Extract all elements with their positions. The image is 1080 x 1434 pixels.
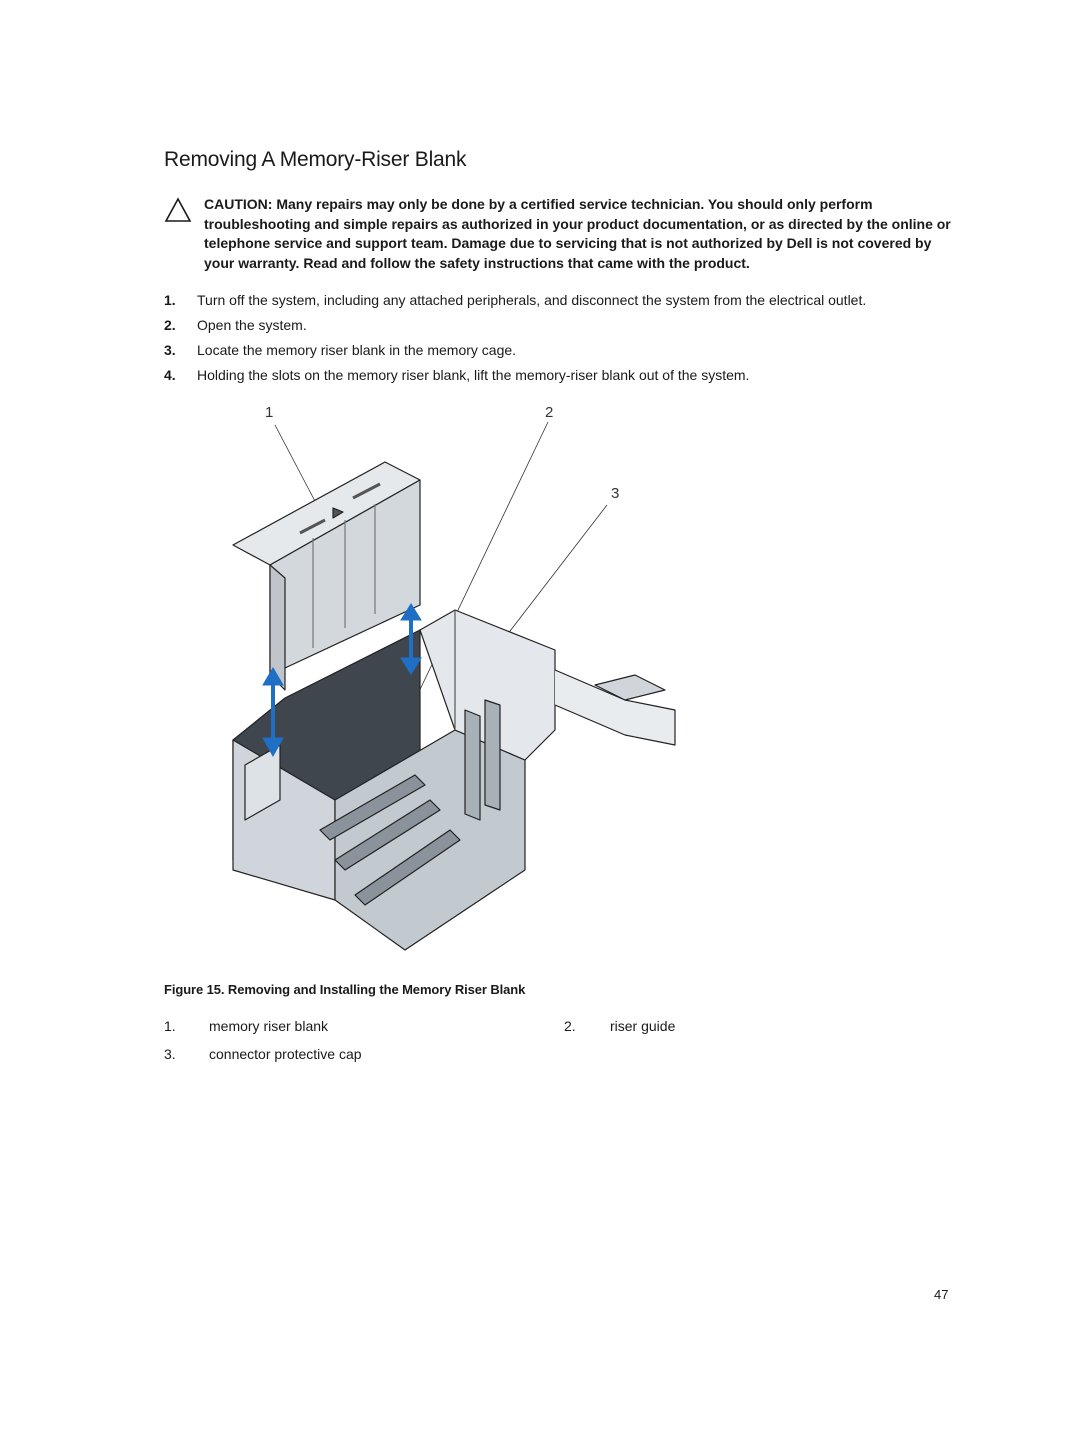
figure-legend <box>164 1018 704 1078</box>
figure-caption: Figure 15. Removing and Installing the Memory Riser Blank <box>164 982 526 997</box>
step-item <box>164 341 964 366</box>
step-number: 3. <box>164 342 176 358</box>
page-title: Removing A Memory-Riser Blank <box>164 148 467 171</box>
callout-3: 3 <box>611 485 620 502</box>
legend-label: riser guide <box>610 1018 676 1034</box>
step-number: 2. <box>164 317 176 333</box>
step-item <box>164 291 964 316</box>
legend-num: 3. <box>164 1046 176 1062</box>
step-item <box>164 316 964 341</box>
legend-num: 2. <box>564 1018 576 1034</box>
procedure-steps <box>164 291 964 391</box>
step-item <box>164 366 964 391</box>
legend-num: 1. <box>164 1018 176 1034</box>
step-number: 1. <box>164 292 176 308</box>
legend-label: memory riser blank <box>209 1018 329 1034</box>
step-text: Holding the slots on the memory riser blank, lift the memory-riser blank out of the system. <box>197 367 750 383</box>
caution-triangle-icon <box>164 197 192 223</box>
memory-riser-illustration <box>225 400 685 975</box>
legend-label: connector protective cap <box>209 1046 362 1062</box>
callout-2: 2 <box>545 404 554 421</box>
callout-1: 1 <box>265 404 274 421</box>
caution-text: CAUTION: Many repairs may only be done by a certified service technician. You should only perform troubleshooting and simple repairs as authorized in your product documentation, or as directed by the online or telephone service and support team. Damage due to servicing that is not authorized by Dell is not covered by your warranty. Read and follow the safety instructions that came with the product. <box>204 196 951 271</box>
step-text: Open the system. <box>197 317 307 333</box>
step-number: 4. <box>164 367 176 383</box>
step-text: Turn off the system, including any attached peripherals, and disconnect the system from the electrical outlet. <box>197 292 867 308</box>
step-text: Locate the memory riser blank in the memory cage. <box>197 342 517 358</box>
page-number: 47 <box>934 1287 949 1302</box>
